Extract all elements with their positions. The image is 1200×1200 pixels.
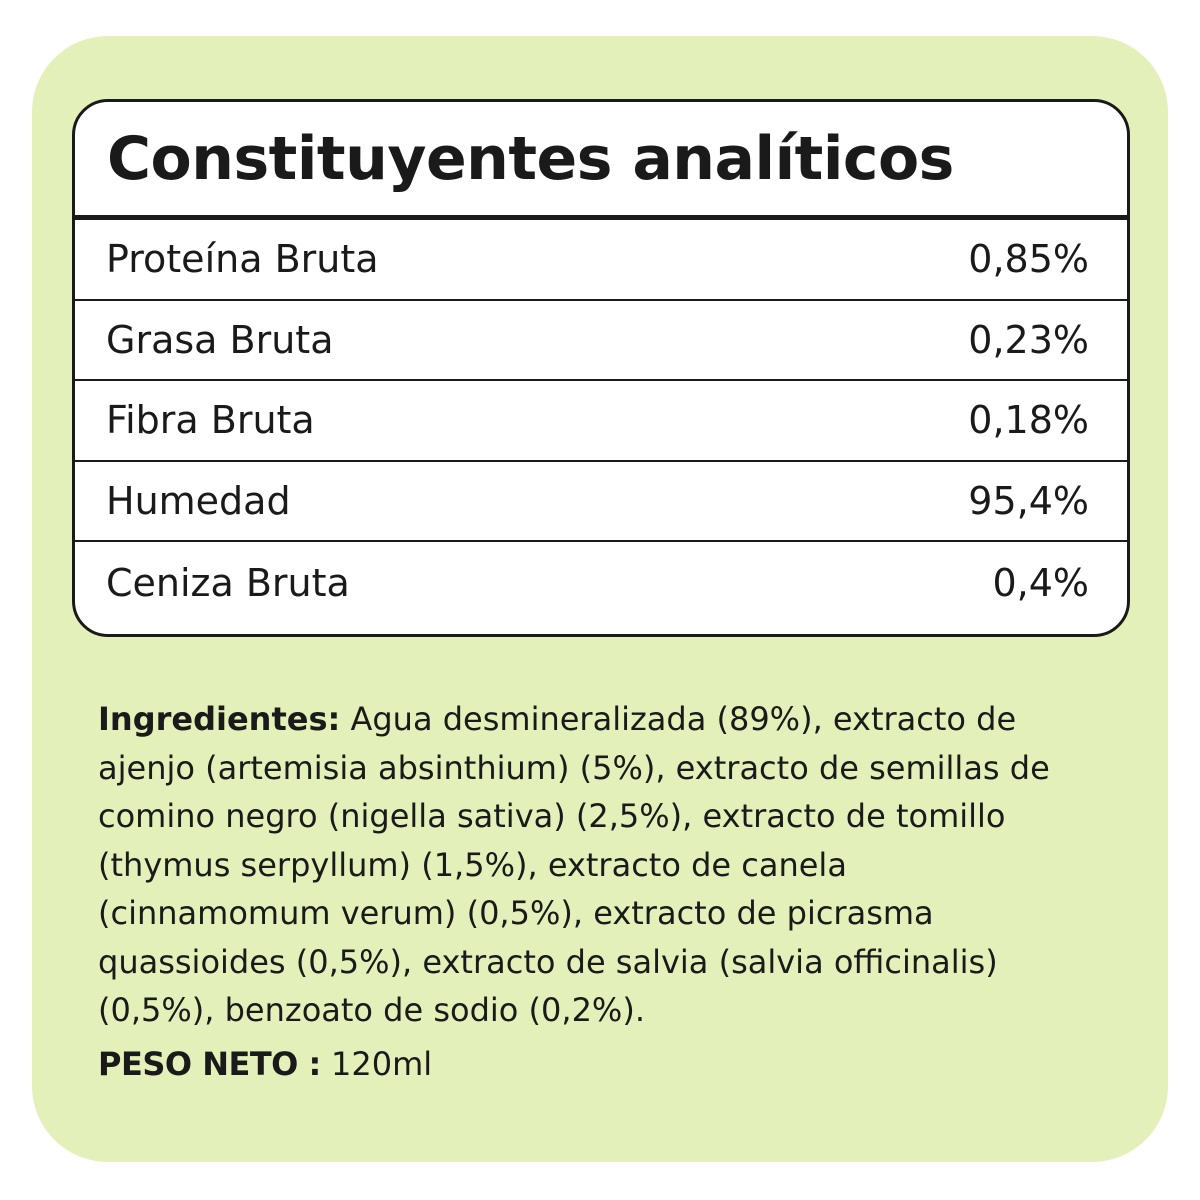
table-header: [75, 102, 1127, 220]
ingredients-text: Agua desmineralizada (89%), extracto de ajenjo (artemisia absinthium) (5%), extracto de semillas de comino negro (nigella sativa) (2,5%), extracto de tomillo (thymus serpyllum) (1,5%), extracto de canela (cinnamomum verum) (0,5%), extracto de picrasma quassioides (0,5%), extracto de salvia (salvia officinalis) (0,5%), benzoato de sodio (0,2%).: [98, 700, 1050, 1029]
row-name: Fibra Bruta: [106, 398, 315, 443]
row-value: 0,85%: [968, 237, 1089, 282]
row-name: Proteína Bruta: [106, 237, 379, 282]
ingredients-paragraph: [98, 695, 1083, 1035]
table-row: [75, 462, 1127, 543]
net-weight: [98, 1040, 432, 1088]
row-name: Humedad: [106, 479, 291, 524]
row-value: 0,23%: [968, 317, 1089, 362]
ingredients-label: Ingredientes:: [98, 700, 341, 738]
table-row: [75, 301, 1127, 382]
row-value: 95,4%: [968, 479, 1089, 524]
table-row: [75, 220, 1127, 301]
table-row: [75, 381, 1127, 462]
row-value: 0,4%: [992, 560, 1089, 605]
net-weight-value: 120ml: [320, 1045, 433, 1083]
row-name: Ceniza Bruta: [106, 560, 350, 605]
row-name: Grasa Bruta: [106, 317, 334, 362]
analytical-constituents-table: [72, 99, 1130, 637]
row-value: 0,18%: [968, 398, 1089, 443]
table-row: [75, 542, 1127, 623]
table-title: Constituyentes analíticos: [107, 123, 954, 194]
net-weight-label: PESO NETO :: [98, 1045, 321, 1083]
